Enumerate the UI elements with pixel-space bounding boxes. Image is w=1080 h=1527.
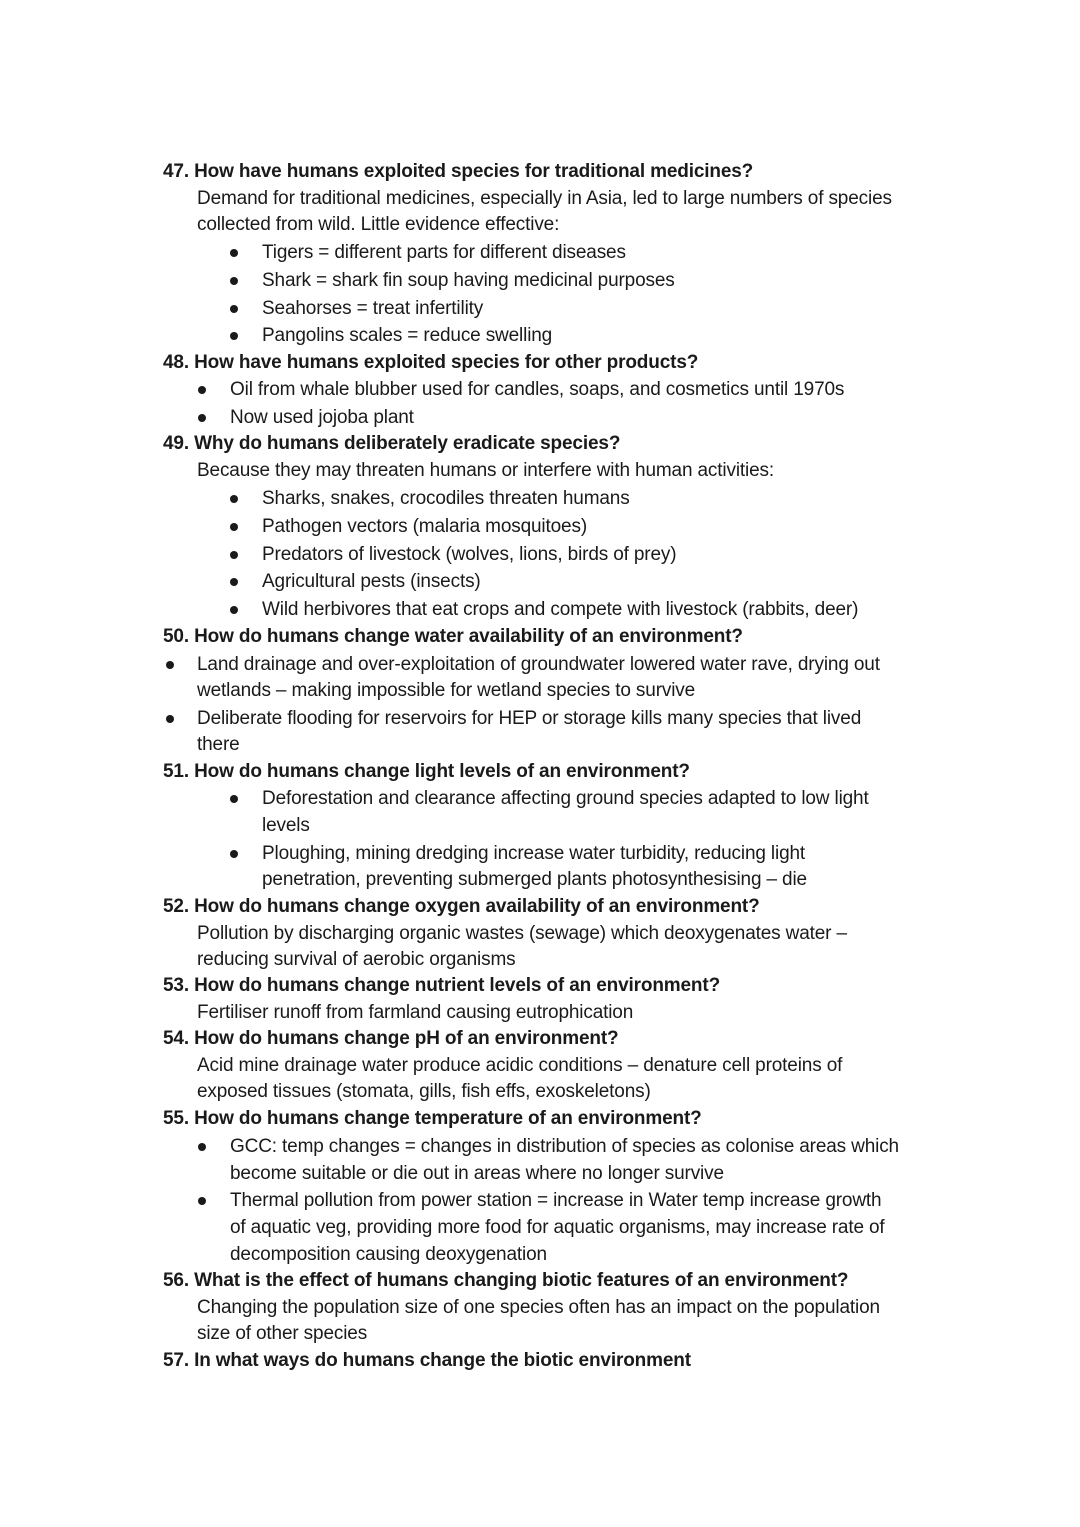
- bullet-item: Agricultural pests (insects): [262, 571, 481, 592]
- bullet-icon: [230, 305, 238, 313]
- question-heading: 50. How do humans change water availability of an environment?: [163, 626, 743, 647]
- bullet-item: Tigers = different parts for different diseases: [262, 242, 626, 263]
- bullet-icon: [230, 795, 238, 803]
- question-heading: 49. Why do humans deliberately eradicate species?: [163, 433, 621, 454]
- bullet-icon: [230, 578, 238, 586]
- answer-text: Fertiliser runoff from farmland causing eutrophication: [197, 1002, 634, 1023]
- bullet-item: Land drainage and over-exploitation of groundwater lowered water rave, drying out: [197, 654, 880, 675]
- question-heading: 53. How do humans change nutrient levels of an environment?: [163, 975, 721, 996]
- answer-text: Pollution by discharging organic wastes (sewage) which deoxygenates water –: [197, 923, 847, 944]
- bullet-item: Wild herbivores that eat crops and compete with livestock (rabbits, deer): [262, 599, 859, 620]
- answer-text: levels: [262, 815, 310, 836]
- bullet-icon: [230, 249, 238, 257]
- bullet-icon: [230, 523, 238, 531]
- question-heading: 56. What is the effect of humans changing biotic features of an environment?: [163, 1270, 849, 1291]
- bullet-item: Shark = shark fin soup having medicinal purposes: [262, 270, 675, 291]
- bullet-icon: [198, 1197, 206, 1205]
- bullet-item: Deliberate flooding for reservoirs for HEP or storage kills many species that lived: [197, 708, 862, 729]
- answer-text: exposed tissues (stomata, gills, fish effs, exoskeletons): [197, 1081, 651, 1102]
- question-heading: 57. In what ways do humans change the biotic environment: [163, 1350, 691, 1371]
- answer-text: Because they may threaten humans or interfere with human activities:: [197, 460, 774, 481]
- answer-text: penetration, preventing submerged plants photosynthesising – die: [262, 869, 807, 890]
- bullet-item: Sharks, snakes, crocodiles threaten humans: [262, 488, 630, 509]
- answer-text: decomposition causing deoxygenation: [230, 1244, 547, 1265]
- bullet-icon: [198, 1143, 206, 1151]
- bullet-item: Predators of livestock (wolves, lions, birds of prey): [262, 544, 677, 565]
- question-heading: 51. How do humans change light levels of an environment?: [163, 761, 690, 782]
- bullet-item: Oil from whale blubber used for candles, soaps, and cosmetics until 1970s: [230, 379, 845, 400]
- bullet-item: Now used jojoba plant: [230, 407, 414, 428]
- bullet-item: Pangolins scales = reduce swelling: [262, 325, 553, 346]
- answer-text: Demand for traditional medicines, especially in Asia, led to large numbers of species: [197, 188, 892, 209]
- bullet-item: Ploughing, mining dredging increase water turbidity, reducing light: [262, 843, 806, 864]
- answer-text: become suitable or die out in areas where no longer survive: [230, 1163, 724, 1184]
- question-heading: 48. How have humans exploited species for other products?: [163, 352, 699, 373]
- answer-text: Changing the population size of one species often has an impact on the population: [197, 1297, 880, 1318]
- bullet-icon: [230, 495, 238, 503]
- question-heading: 52. How do humans change oxygen availability of an environment?: [163, 896, 760, 917]
- answer-text: wetlands – making impossible for wetland species to survive: [197, 680, 696, 701]
- bullet-icon: [230, 277, 238, 285]
- bullet-icon: [198, 414, 206, 422]
- answer-text: reducing survival of aerobic organisms: [197, 949, 516, 970]
- answer-text: Acid mine drainage water produce acidic conditions – denature cell proteins of: [197, 1055, 843, 1076]
- question-heading: 55. How do humans change temperature of an environment?: [163, 1108, 702, 1129]
- bullet-item: Pathogen vectors (malaria mosquitoes): [262, 516, 587, 537]
- question-heading: 54. How do humans change pH of an environment?: [163, 1028, 619, 1049]
- question-heading: 47. How have humans exploited species for traditional medicines?: [163, 161, 754, 182]
- bullet-icon: [166, 661, 174, 669]
- answer-text: size of other species: [197, 1323, 368, 1344]
- answer-text: collected from wild. Little evidence effective:: [197, 214, 560, 235]
- answer-text: of aquatic veg, providing more food for aquatic organisms, may increase rate of: [230, 1217, 885, 1238]
- bullet-icon: [166, 715, 174, 723]
- bullet-item: Seahorses = treat infertility: [262, 298, 484, 319]
- bullet-item: Deforestation and clearance affecting ground species adapted to low light: [262, 788, 869, 809]
- bullet-icon: [230, 850, 238, 858]
- answer-text: there: [197, 734, 240, 755]
- bullet-icon: [230, 551, 238, 559]
- bullet-icon: [230, 606, 238, 614]
- bullet-item: GCC: temp changes = changes in distribution of species as colonise areas which: [230, 1136, 899, 1157]
- bullet-icon: [198, 386, 206, 394]
- bullet-icon: [230, 332, 238, 340]
- bullet-item: Thermal pollution from power station = increase in Water temp increase growth: [230, 1190, 882, 1211]
